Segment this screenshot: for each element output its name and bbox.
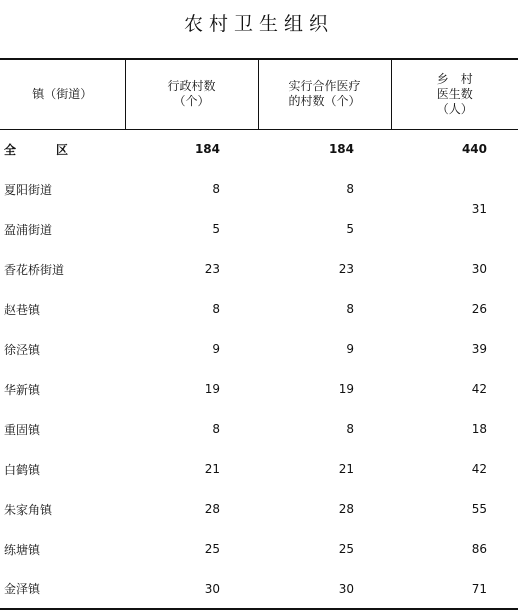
row-villages: 23 [204,262,220,276]
row-coop: 8 [346,422,354,436]
row-doctors: 55 [471,502,487,516]
row-villages: 184 [194,142,220,157]
table-row [0,569,518,609]
row-doctors: 71 [391,569,518,609]
row-doctors-merged: 31 [471,202,487,216]
row-coop: 184 [328,142,354,157]
row-coop: 30 [258,569,391,609]
table-row [0,529,518,569]
header-town [0,59,125,129]
row-name: 朱家角镇 [4,502,53,517]
table-row [0,289,518,329]
row-villages: 9 [212,342,220,356]
row-doctors: 30 [471,262,487,276]
header-doctors-line1: 乡 村 [436,71,473,86]
row-coop: 5 [346,222,354,236]
row-coop: 8 [346,182,354,196]
row-coop: 25 [338,542,354,556]
row-name: 练塘镇 [4,542,41,557]
page-title: 农村卫生组织 [183,13,334,35]
row-coop: 23 [338,262,354,276]
table-row [0,169,518,209]
row-villages: 30 [125,569,258,609]
row-coop: 19 [338,382,354,396]
row-doctors: 18 [471,422,487,436]
table-row [0,489,518,529]
header-coop [258,59,391,129]
row-villages: 8 [212,182,220,196]
row-doctors: 42 [471,462,487,476]
row-villages: 8 [212,302,220,316]
row-doctors: 42 [471,382,487,396]
header-coop-line2: 的村数（个） [288,94,361,109]
header-villages-line1: 行政村数 [167,79,216,94]
row-name: 徐泾镇 [4,342,41,357]
row-name: 金泽镇 [0,569,125,609]
header-row [0,59,518,129]
row-name: 夏阳街道 [4,182,53,197]
row-villages: 19 [204,382,220,396]
row-villages: 21 [204,462,220,476]
table-row [0,369,518,409]
row-doctors: 39 [471,342,487,356]
row-coop: 8 [346,302,354,316]
row-name: 盈浦街道 [4,222,53,237]
row-villages: 5 [212,222,220,236]
row-villages: 8 [212,422,220,436]
row-name: 全 区 [4,142,83,157]
header-doctors [391,59,518,129]
header-doctors-line2: 医生数 [436,86,473,101]
table-row [0,329,518,369]
row-doctors: 86 [471,542,487,556]
header-villages [125,59,258,129]
header-villages-line2: （个） [173,94,210,109]
header-town-label: 镇（街道） [32,86,93,101]
row-name: 赵巷镇 [4,302,41,317]
table-row [0,249,518,289]
row-doctors: 440 [461,142,487,157]
row-villages: 28 [204,502,220,516]
row-coop: 21 [338,462,354,476]
table-row [0,449,518,489]
row-villages: 25 [204,542,220,556]
table-row-total [0,129,518,169]
table-row [0,409,518,449]
header-coop-line1: 实行合作医疗 [288,79,361,94]
row-coop: 28 [338,502,354,516]
header-doctors-line3: （人） [436,101,473,116]
row-coop: 9 [346,342,354,356]
rural-health-table [0,58,518,610]
row-doctors: 26 [471,302,487,316]
row-name: 华新镇 [4,382,41,397]
row-name: 白鹤镇 [4,462,41,477]
row-name: 香花桥街道 [4,262,65,277]
row-name: 重固镇 [4,422,41,437]
